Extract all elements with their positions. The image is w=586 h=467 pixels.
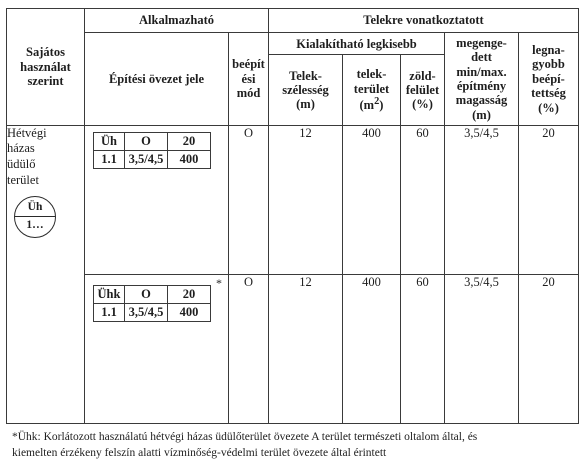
zone-matrix — [93, 285, 211, 322]
header-plot-area-unit: (m — [359, 98, 375, 113]
header-plot-area — [343, 55, 401, 126]
zone-matrix — [93, 132, 211, 169]
zone-number: 1.1 — [94, 150, 125, 168]
header-building-mode: beépít ési mód — [229, 33, 269, 126]
header-zone-code: Építési övezet jele — [85, 33, 229, 126]
header-plot-area-label: telek- terület — [353, 67, 390, 96]
footnote — [12, 430, 582, 462]
land-use-label: Hétvégi házas üdülő terület — [7, 125, 47, 187]
header-plot-width: Telek- szélesség (m) — [269, 55, 343, 126]
plot-area-value: 400 — [343, 125, 401, 274]
header-plot-area-sup: 2 — [374, 96, 380, 108]
header-smallest-plot: Kialakítható legkisebb — [269, 33, 445, 55]
plot-area-value: 400 — [343, 274, 401, 423]
building-height-value: 3,5/4,5 — [445, 274, 519, 423]
footnote-marker: * — [216, 275, 222, 290]
footnote-line-1: *Ühk: Korlátozott használatú hétvégi házas üdülőterület övezete A terület természeti oltalom által, és — [12, 431, 478, 443]
zone-code: Ühk — [94, 285, 125, 303]
header-green-area: zöld- felület (%) — [401, 55, 445, 126]
green-area-value: 60 — [401, 125, 445, 274]
table-row — [7, 274, 579, 423]
zone-code: Üh — [94, 132, 125, 150]
zone-area: 400 — [168, 303, 211, 321]
building-mode-value: O — [229, 125, 269, 274]
header-special-use: Sajátos használat szerint — [7, 9, 85, 126]
zone-height: 3,5/4,5 — [125, 303, 168, 321]
footnote-line-2: kiemelten érzékeny felszín alatti vízminőség-védelmi terület övezete által érintett — [12, 446, 387, 459]
table-row — [7, 125, 579, 274]
header-building-height: megenge- dett min/max. építmény magasság (m) — [445, 33, 519, 126]
building-mode-value: O — [229, 274, 269, 423]
zone-mode: O — [125, 132, 168, 150]
zoning-table — [6, 8, 579, 424]
zone-area: 400 — [168, 150, 211, 168]
header-plot-related: Telekre vonatkoztatott — [269, 9, 579, 33]
header-max-coverage: legna- gyobb beépí- tettség (%) — [519, 33, 579, 126]
zone-height: 3,5/4,5 — [125, 150, 168, 168]
zone-code-cell — [85, 125, 229, 274]
zone-coverage: 20 — [168, 285, 211, 303]
land-use-cell — [7, 125, 85, 423]
zone-mode: O — [125, 285, 168, 303]
header-plot-area-close: ) — [379, 98, 384, 113]
plot-width-value: 12 — [269, 274, 343, 423]
coverage-value: 20 — [519, 125, 579, 274]
zone-code-cell — [85, 274, 229, 423]
coverage-value: 20 — [519, 274, 579, 423]
circle-divider — [15, 216, 55, 217]
header-applicable: Alkalmazható — [85, 9, 269, 33]
zone-coverage: 20 — [168, 132, 211, 150]
circle-top-label: Üh — [27, 201, 43, 214]
circle-bottom-label: 1… — [26, 219, 44, 232]
zone-number: 1.1 — [94, 303, 125, 321]
building-height-value: 3,5/4,5 — [445, 125, 519, 274]
plot-width-value: 12 — [269, 125, 343, 274]
zone-symbol-circle — [14, 196, 56, 238]
green-area-value: 60 — [401, 274, 445, 423]
